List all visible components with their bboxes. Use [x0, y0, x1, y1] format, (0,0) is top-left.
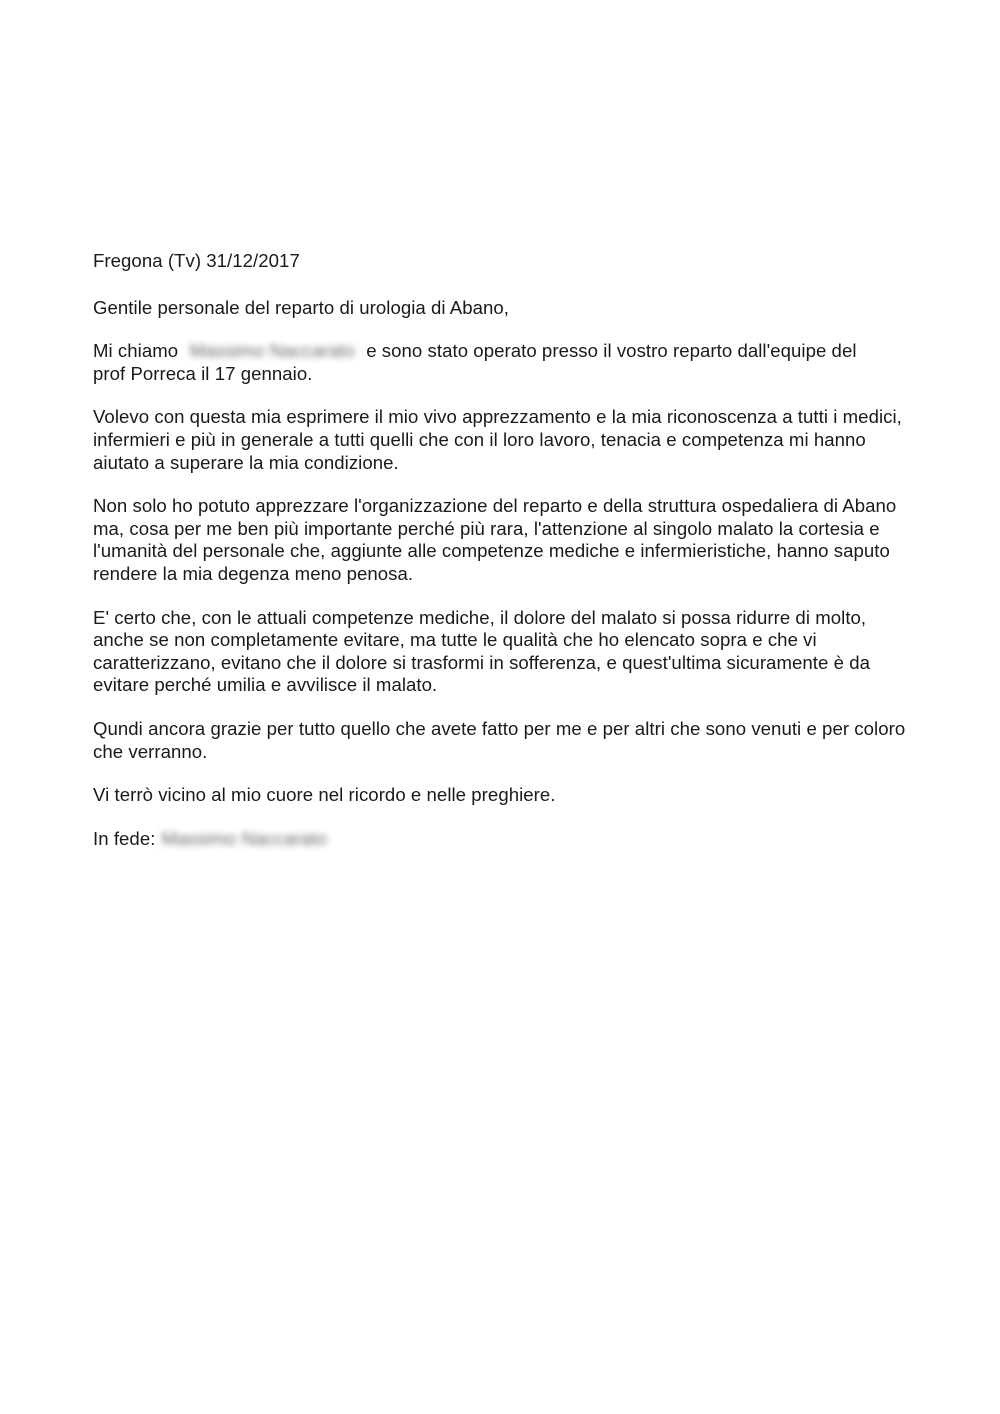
intro-before-name: Mi chiamo	[93, 340, 179, 362]
paragraph-appreciation: Volevo con questa mia esprimere il mio vivo apprezzamento e la mia riconoscenza a tutti i medici, infermieri e più in generale a tutti quelli che con il loro lavoro, tenacia e competenza mi hanno aiutato a superare la mia condizione.	[93, 406, 902, 473]
letter-body	[93, 250, 913, 871]
intro-paragraph	[93, 340, 913, 385]
redacted-name: Massimo Naccarato	[189, 340, 355, 362]
redacted-signature: Massimo Naccarato	[161, 827, 327, 849]
closing-line	[93, 828, 913, 851]
intro-line-2: prof Porreca il 17 gennaio.	[93, 362, 313, 384]
paragraph-prayers: Vi terrò vicino al mio cuore nel ricordo e nelle preghiere.	[93, 784, 556, 806]
closing-label: In fede:	[93, 827, 156, 849]
paragraph-thanks: Qundi ancora grazie per tutto quello che avete fatto per me e per altri che sono venuti e per coloro che verranno.	[93, 717, 906, 762]
paragraph-organization: Non solo ho potuto apprezzare l'organizzazione del reparto e della struttura ospedaliera di Abano ma, cosa per me ben più importante perché più rara, l'attenzione al singolo malato la cortesia e l'umanità del personale che, aggiunte alle competenze mediche e infermieristiche, hanno saputo rendere la mia degenza meno penosa.	[93, 495, 897, 584]
date-line: Fregona (Tv) 31/12/2017	[93, 250, 300, 271]
paragraph-suffering: E' certo che, con le attuali competenze mediche, il dolore del malato si possa ridurre di molto, anche se non completamente evitare, ma tutte le qualità che ho elencato sopra e che vi caratterizzano, evitano che il dolore si trasformi in sofferenza, e quest'ultima sicuramente è da evitare perché umilia e avvilisce il malato.	[93, 606, 870, 696]
intro-after-name: e sono stato operato presso il vostro reparto dall'equipe del	[366, 340, 857, 362]
salutation: Gentile personale del reparto di urologia di Abano,	[93, 296, 510, 318]
